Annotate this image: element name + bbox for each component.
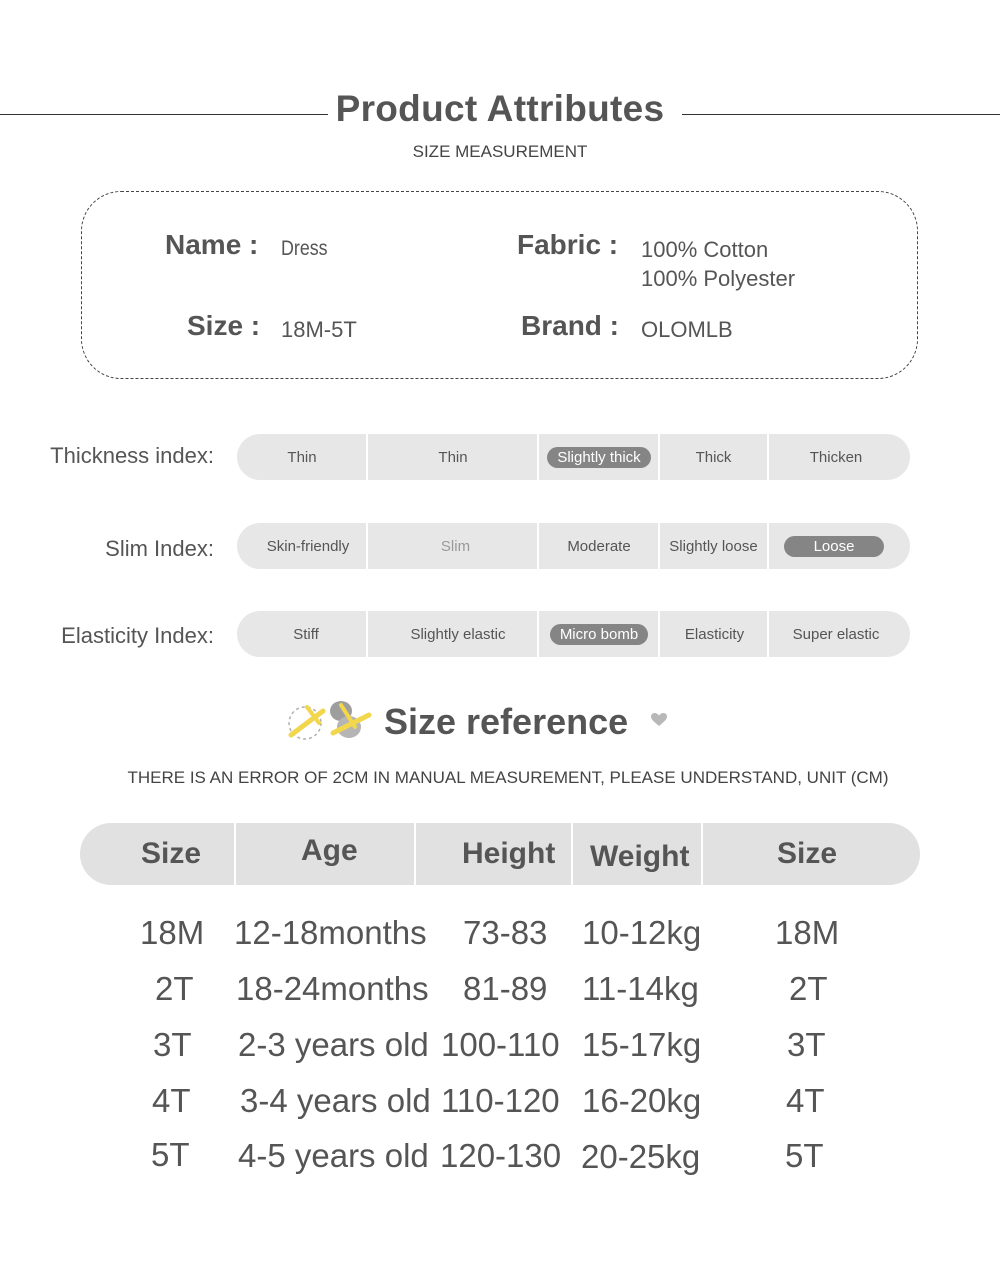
fabric-label: Fabric : [517,229,619,260]
cell-size-alt: 18M [775,914,840,951]
cell-weight: 15-17kg [582,1026,702,1063]
slim-index-scale [237,523,910,569]
elasticity-option-label: Slightly elastic [410,625,506,643]
cell-height: 110-120 [441,1082,560,1119]
thickness-option-label: Thin [287,448,317,466]
measuring-tape-icon [283,697,373,743]
cell-size: 5T [151,1136,190,1173]
cell-height: 100-110 [441,1026,560,1063]
slim-index-label: Slim Index: [105,536,214,561]
elasticity-option-label: Elasticity [684,625,745,643]
thickness-option [237,434,367,480]
page-title: Product Attributes [0,88,1000,130]
cell-weight: 11-14kg [582,970,699,1007]
thickness-option [769,434,903,480]
elasticity-option-label: Stiff [293,625,319,643]
page-subtitle: SIZE MEASUREMENT [412,142,588,161]
thickness-option [660,434,767,480]
cell-size: 2T [155,970,194,1007]
fabric-value-1: 100% Cotton [641,237,769,262]
slim-option [368,523,543,569]
header-divider [701,823,703,885]
cell-age: 18-24months [236,970,429,1007]
thickness-option-label: Thick [695,448,732,466]
selected-pill: Loose [784,536,885,557]
cell-size-alt: 2T [789,970,828,1007]
slim-option [660,523,767,569]
thickness-index-label: Thickness index: [50,443,214,468]
fabric-value-2: 100% Polyester [641,266,796,291]
cell-weight: 10-12kg [582,914,702,951]
slim-option-selected [769,523,899,569]
header-divider [414,823,416,885]
cell-weight: 16-20kg [582,1082,702,1119]
cell-age: 4-5 years old [238,1137,429,1174]
slim-option-label: Skin-friendly [266,537,350,555]
brand-value: OLOMLB [641,317,733,342]
header-divider [234,823,236,885]
elasticity-option-selected [539,611,659,657]
header-divider [571,823,573,885]
elasticity-option [769,611,903,657]
column-header-weight: Weight [590,840,690,873]
cell-size-alt: 4T [786,1082,825,1119]
elasticity-index-label: Elasticity Index: [61,623,214,648]
brand-label: Brand : [521,310,619,341]
cell-age: 2-3 years old [238,1026,429,1063]
cell-age: 3-4 years old [240,1082,431,1119]
name-value: Dress [281,237,328,260]
measurement-note: THERE IS AN ERROR OF 2CM IN MANUAL MEASUREMENT, PLEASE UNDERSTAND, UNIT (CM) [127,768,889,787]
slim-option [539,523,659,569]
thickness-option-label: Thicken [809,448,863,466]
thickness-index-scale [237,434,910,480]
column-header-age: Age [301,834,358,867]
size-reference-title: Size reference [384,701,629,742]
slim-option [237,523,379,569]
column-header-size: Size [141,837,202,870]
selected-pill: Slightly thick [547,447,650,468]
elasticity-option [660,611,769,657]
cell-size: 18M [140,914,205,951]
elasticity-option-label: Super elastic [792,625,880,643]
column-header-height: Height [462,837,556,870]
thickness-option-selected [539,434,659,480]
cell-weight: 20-25kg [581,1138,701,1175]
heart-icon [651,713,667,727]
size-value: 18M-5T [281,317,357,342]
slim-option-label: Slim [440,537,471,555]
selected-pill: Micro bomb [550,624,648,645]
elasticity-option [368,611,548,657]
elasticity-index-scale [237,611,910,657]
thickness-option [368,434,538,480]
cell-height: 73-83 [463,914,548,951]
cell-size: 3T [153,1026,192,1063]
cell-size: 4T [152,1082,191,1119]
elasticity-option [237,611,375,657]
size-label: Size : [187,310,261,341]
thickness-option-label: Thin [438,448,468,466]
slim-option-label: Moderate [567,537,631,555]
cell-age: 12-18months [234,914,427,951]
slim-option-label: Slightly loose [669,537,758,555]
cell-height: 81-89 [463,970,548,1007]
name-label: Name : [165,229,259,260]
cell-size-alt: 3T [787,1026,826,1063]
column-header-size-alt: Size [777,837,838,870]
cell-height: 120-130 [440,1137,562,1174]
cell-size-alt: 5T [785,1137,824,1174]
